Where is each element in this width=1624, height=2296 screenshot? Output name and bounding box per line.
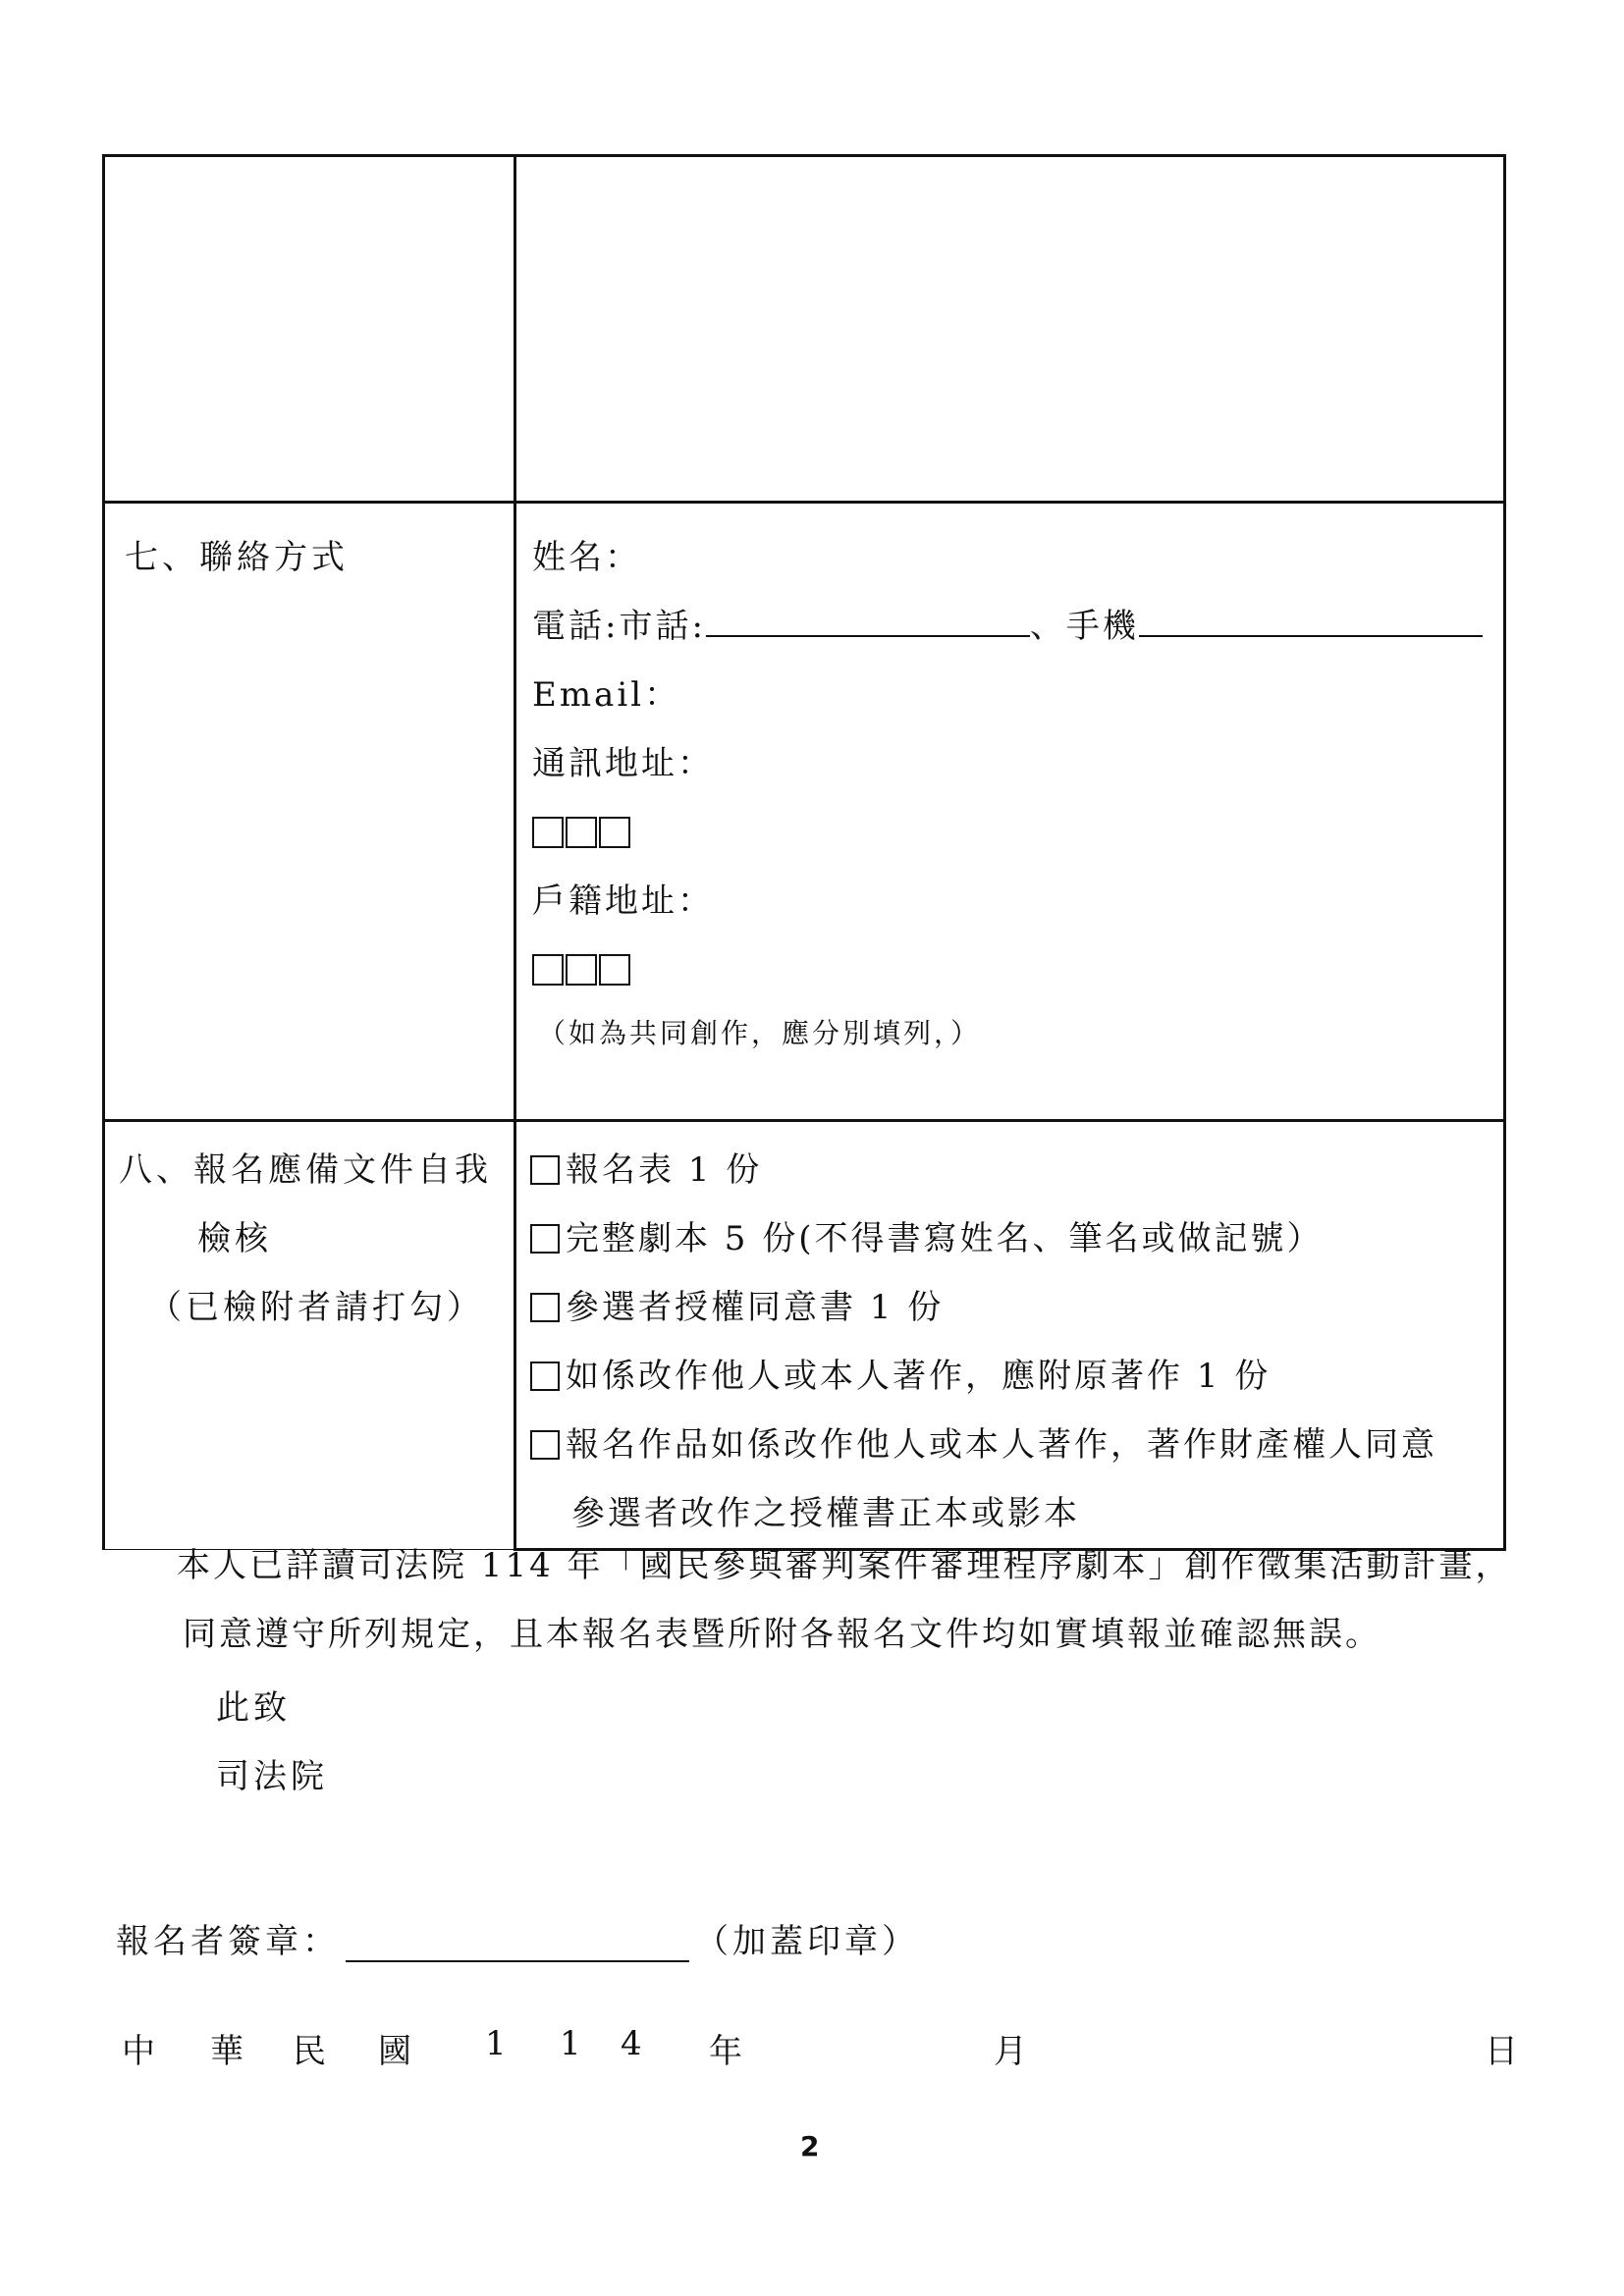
postal-digit-box[interactable] [599, 817, 630, 848]
checklist-item-label: 如係改作他人或本人著作，應附原著作 1 份 [566, 1357, 1272, 1396]
date-char: 國 [378, 2032, 411, 2071]
postal-digit-box[interactable] [532, 954, 564, 986]
declaration-statement [177, 1531, 1512, 1669]
contact-label: 七、聯絡方式 [125, 538, 349, 577]
mobile-input[interactable] [1139, 606, 1483, 637]
signature-line [116, 1914, 919, 1962]
registered-address-field[interactable]: 戶籍地址： [532, 881, 714, 921]
documents-row [104, 1121, 1505, 1550]
checklist-item [530, 1342, 1503, 1411]
page-number: 2 [800, 2130, 820, 2163]
checkbox[interactable] [530, 1155, 560, 1185]
checkbox[interactable] [530, 1224, 560, 1254]
checklist-item-label: 報名表 1 份 [566, 1150, 763, 1190]
date-char: 中 [122, 2032, 155, 2071]
date-char: 華 [210, 2032, 244, 2071]
checklist-item-continuation: 參選者改作之授權書正本或影本 [571, 1494, 1080, 1533]
checklist-item-label: 報名作品如係改作他人或本人著作，著作財產權人同意 [566, 1425, 1437, 1465]
documents-label-line3: （已檢附者請打勾） [148, 1288, 484, 1327]
checklist-item-label: 參選者授權同意書 1 份 [566, 1288, 945, 1327]
date-day-label: 日 [1485, 2032, 1518, 2071]
blank-left-cell [104, 156, 515, 503]
documents-label-cell [104, 1121, 515, 1550]
email-field[interactable]: Email： [532, 675, 681, 715]
date-year-digit: 4 [621, 2024, 642, 2063]
blank-right-cell[interactable] [515, 156, 1505, 503]
landline-input[interactable] [706, 606, 1030, 637]
salutation-line1: 此致 [216, 1688, 291, 1728]
postal-digit-box[interactable] [599, 954, 630, 986]
contact-fields-cell [515, 503, 1505, 1121]
joint-creation-note: （如為共同創作，應分別填列，） [538, 1017, 982, 1049]
salutation-recipient: 司法院 [216, 1757, 328, 1796]
blank-row [104, 156, 1505, 503]
name-field[interactable]: 姓名： [532, 538, 641, 577]
phone-line [532, 592, 1503, 661]
signature-suffix: （加蓋印章） [695, 1922, 919, 1961]
checkbox[interactable] [530, 1362, 560, 1391]
date-year-digit: 1 [485, 2024, 507, 2063]
signature-input[interactable] [346, 1931, 689, 1962]
signature-label: 報名者簽章： [116, 1922, 340, 1961]
phone-label: 電話:市話: [532, 607, 706, 646]
documents-label-line1: 八、報名應備文件自我 [119, 1150, 492, 1190]
date-char: 民 [293, 2032, 326, 2071]
checklist-item-label: 完整劇本 5 份(不得書寫姓名、筆名或做記號） [566, 1219, 1324, 1258]
documents-label-line2: 檢核 [197, 1219, 272, 1258]
date-year-digit: 1 [560, 2024, 581, 2063]
checklist-item [530, 1273, 1503, 1342]
checkbox[interactable] [530, 1293, 560, 1322]
documents-checklist-cell [515, 1121, 1505, 1550]
checkbox[interactable] [530, 1430, 560, 1460]
postal-digit-box[interactable] [566, 817, 597, 848]
registered-postal-code-boxes [532, 935, 1503, 1004]
declaration-line2: 同意遵守所列規定，且本報名表暨所附各報名文件均如實填報並確認無誤。 [183, 1615, 1381, 1654]
checklist-item [530, 1136, 1503, 1204]
date-month-label: 月 [994, 2032, 1027, 2071]
mail-address-field[interactable]: 通訊地址： [532, 744, 714, 783]
date-year-label: 年 [709, 2032, 742, 2071]
declaration-line1: 本人已詳讀司法院 114 年「國民參與審判案件審理程序劇本」創作徵集活動計畫， [177, 1546, 1512, 1585]
registration-form-table [102, 154, 1506, 1551]
postal-digit-box[interactable] [566, 954, 597, 986]
checklist-item [530, 1204, 1503, 1273]
mobile-label: 、手機 [1029, 607, 1139, 646]
postal-digit-box[interactable] [532, 817, 564, 848]
contact-row [104, 503, 1505, 1121]
contact-label-cell [104, 503, 515, 1121]
mail-postal-code-boxes [532, 798, 1503, 867]
checklist-item [530, 1411, 1503, 1479]
